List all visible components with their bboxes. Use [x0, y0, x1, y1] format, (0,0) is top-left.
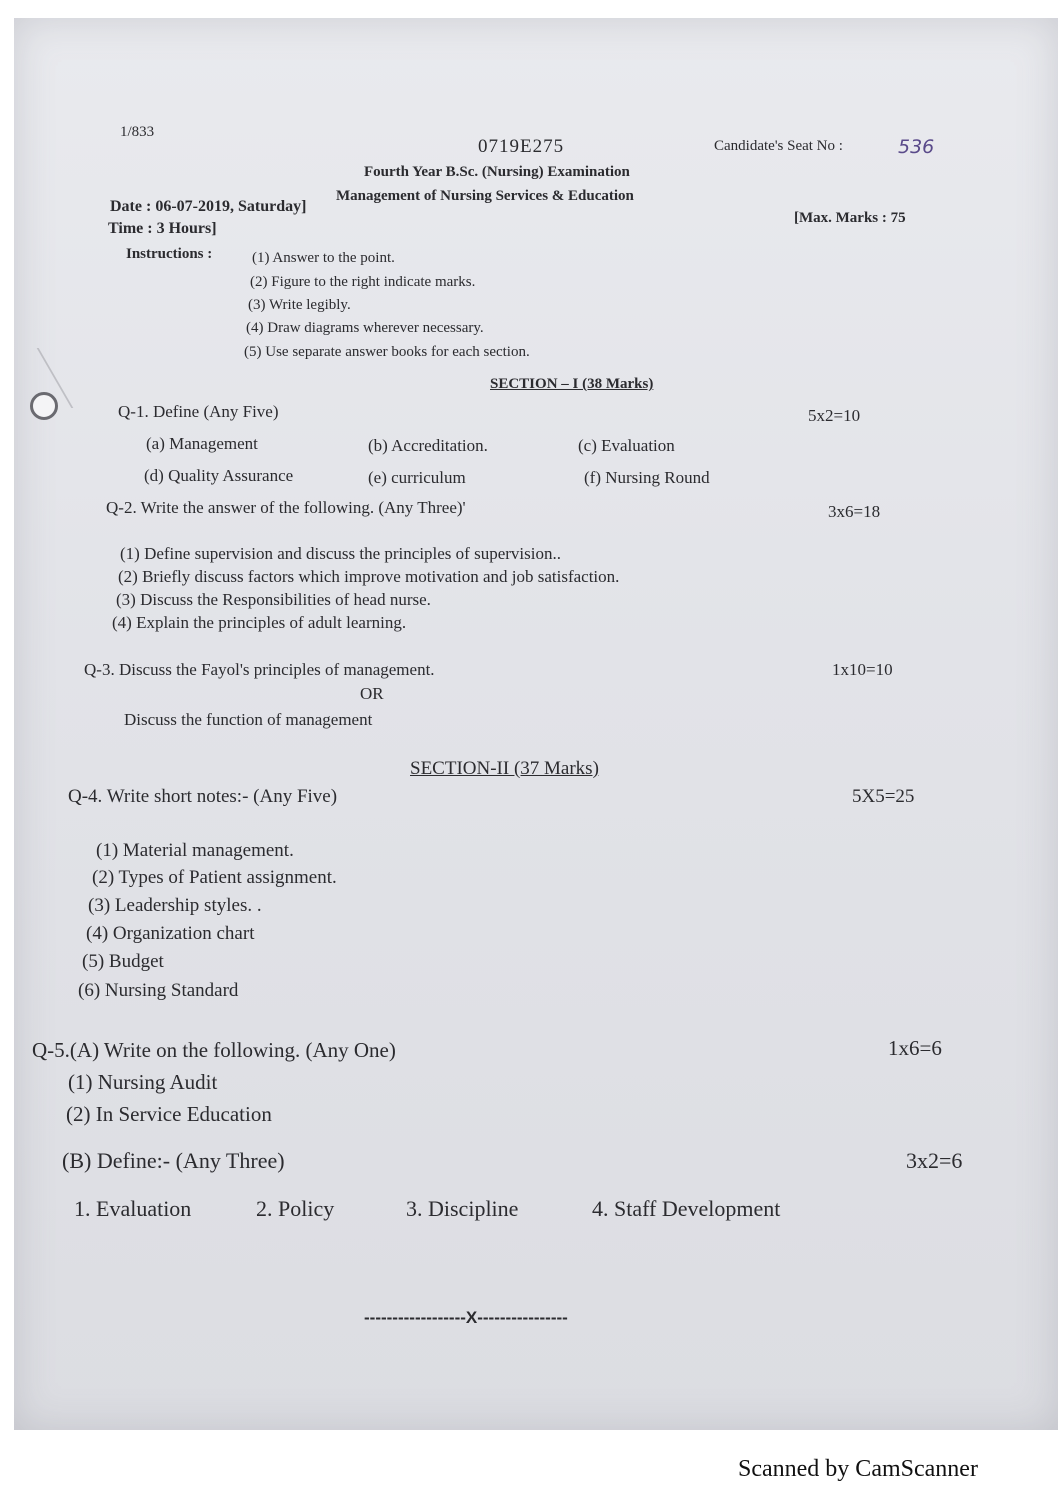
q2-item: (2) Briefly discuss factors which improve motivation and job satisfaction.	[118, 567, 620, 586]
q1-option: (b) Accreditation.	[368, 436, 488, 455]
q4-item: (4) Organization chart	[86, 923, 255, 944]
subject-title: Management of Nursing Services & Education	[336, 188, 634, 204]
q4-item: (1) Material management.	[96, 840, 294, 861]
exam-title: Fourth Year B.Sc. (Nursing) Examination	[364, 164, 630, 180]
q1-option: (d) Quality Assurance	[144, 466, 294, 485]
q2-item: (1) Define supervision and discuss the principles of supervision..	[120, 544, 561, 563]
q4-marks: 5X5=25	[852, 786, 915, 807]
q1-option: (a) Management	[146, 434, 258, 453]
q1-option: (f) Nursing Round	[584, 468, 710, 487]
left-code: 1/833	[120, 124, 155, 140]
q3-or: OR	[360, 684, 384, 703]
q5a-text: Q-5.(A) Write on the following. (Any One)	[32, 1038, 396, 1062]
q2-text: Q-2. Write the answer of the following. (Any Three)'	[106, 498, 466, 517]
instruction-item: (5) Use separate answer books for each section.	[244, 344, 530, 360]
q3-text: Q-3. Discuss the Fayol's principles of management.	[84, 660, 435, 679]
q3-marks: 1x10=10	[832, 660, 893, 679]
paper-sheet	[14, 18, 1058, 1430]
q4-item: (6) Nursing Standard	[78, 980, 239, 1001]
q2-item: (3) Discuss the Responsibilities of head nurse.	[116, 590, 431, 609]
end-mark: ------------------X----------------	[364, 1308, 568, 1327]
q4-item: (3) Leadership styles. .	[88, 895, 262, 916]
q5b-item: 1. Evaluation	[74, 1196, 192, 1221]
q2-item: (4) Explain the principles of adult learning.	[112, 613, 407, 632]
q1-text: Q-1. Define (Any Five)	[118, 402, 279, 421]
q5b-marks: 3x2=6	[906, 1148, 963, 1173]
punch-hole	[30, 392, 58, 420]
paper-code: 0719E275	[478, 136, 565, 157]
section-2-title: SECTION-II (37 Marks)	[410, 758, 599, 779]
instruction-item: (4) Draw diagrams wherever necessary.	[246, 320, 484, 336]
instruction-item: (1) Answer to the point.	[252, 250, 395, 266]
q4-item: (5) Budget	[82, 951, 164, 972]
section-1-title: SECTION – I (38 Marks)	[490, 376, 654, 392]
exam-date: Date : 06-07-2019, Saturday]	[110, 198, 307, 215]
max-marks: [Max. Marks : 75	[794, 210, 906, 226]
q5a-item: (2) In Service Education	[66, 1102, 272, 1126]
instructions-label: Instructions :	[126, 246, 213, 262]
q3-alt: Discuss the function of management	[124, 710, 373, 729]
q5a-item: (1) Nursing Audit	[68, 1070, 218, 1094]
scanner-watermark: Scanned by CamScanner	[738, 1456, 978, 1482]
instruction-item: (3) Write legibly.	[248, 297, 351, 313]
q5b-item: 2. Policy	[256, 1196, 335, 1221]
q5b-item: 3. Discipline	[406, 1196, 519, 1221]
q2-marks: 3x6=18	[828, 502, 881, 521]
seat-value: 536	[898, 136, 935, 158]
instruction-item: (2) Figure to the right indicate marks.	[250, 274, 476, 290]
q5b-text: (B) Define:- (Any Three)	[62, 1148, 285, 1173]
q5a-marks: 1x6=6	[888, 1036, 942, 1060]
q4-item: (2) Types of Patient assignment.	[92, 867, 337, 888]
q1-marks: 5x2=10	[808, 406, 861, 425]
seat-label: Candidate's Seat No :	[714, 138, 843, 154]
q5b-item: 4. Staff Development	[592, 1196, 781, 1221]
exam-time: Time : 3 Hours]	[108, 220, 217, 237]
q4-text: Q-4. Write short notes:- (Any Five)	[68, 786, 338, 807]
q1-option: (c) Evaluation	[578, 436, 675, 455]
q1-option: (e) curriculum	[368, 468, 466, 487]
